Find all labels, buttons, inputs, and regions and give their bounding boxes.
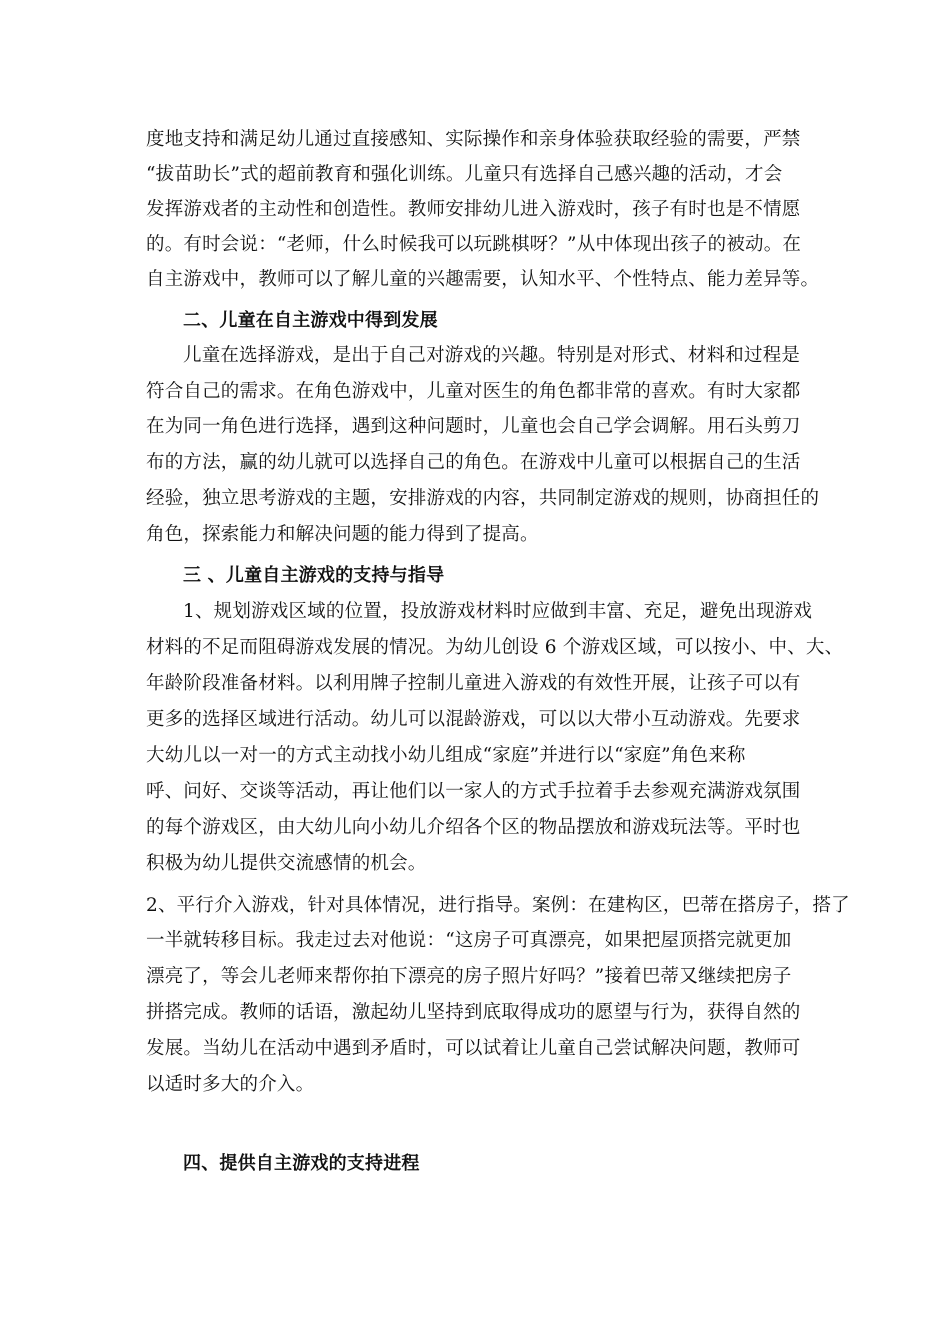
paragraph-line: 的每个游戏区，由大幼儿向小幼儿介绍各个区的物品摆放和游戏玩法等。平时也 (146, 817, 801, 838)
paragraph-line: 更多的选择区域进行活动。幼儿可以混龄游戏，可以以大带小互动游戏。先要求 (146, 709, 801, 730)
paragraph-line: 经验，独立思考游戏的主题，安排游戏的内容，共同制定游戏的规则，协商担任的 (146, 488, 820, 509)
paragraph-line: 呼、问好、交谈等活动，再让他们以一家人的方式手拉着手去参观充满游戏氛围 (146, 781, 801, 802)
paragraph-line: 材料的不足而阻碍游戏发展的情况。为幼儿创设 6 个游戏区域，可以按小、中、大、 (146, 637, 844, 658)
section-heading-2: 二、儿童在自主游戏中得到发展 (183, 310, 438, 331)
paragraph-line: 1、规划游戏区域的位置，投放游戏材料时应做到丰富、充足，避免出现游戏 (183, 601, 813, 622)
paragraph-line: 发展。当幼儿在活动中遇到矛盾时，可以试着让儿童自己尝试解决问题，教师可 (146, 1038, 801, 1059)
paragraph-line: 符合自己的需求。在角色游戏中，儿童对医生的角色都非常的喜欢。有时大家都 (146, 381, 801, 402)
section-heading-4: 四、提供自主游戏的支持进程 (183, 1153, 420, 1174)
paragraph-line: 度地支持和满足幼儿通过直接感知、实际操作和亲身体验获取经验的需要，严禁 (146, 129, 801, 150)
paragraph-line: “拔苗助长”式的超前教育和强化训练。儿童只有选择自己感兴趣的活动，才会 (146, 164, 783, 185)
paragraph-line: 以适时多大的介入。 (146, 1074, 315, 1095)
paragraph-line: 漂亮了，等会儿老师来帮你拍下漂亮的房子照片好吗？”接着巴蒂又继续把房子 (146, 966, 792, 987)
paragraph-line: 大幼儿以一对一的方式主动找小幼儿组成“家庭”并进行以“家庭”角色来称 (146, 745, 746, 766)
paragraph-line: 积极为幼儿提供交流感情的机会。 (146, 853, 427, 874)
paragraph-line: 自主游戏中，教师可以了解儿童的兴趣需要，认知水平、个性特点、能力差异等。 (146, 269, 820, 290)
paragraph-line: 布的方法，赢的幼儿就可以选择自己的角色。在游戏中儿童可以根据自己的生活 (146, 452, 801, 473)
paragraph-line: 的。有时会说：“老师，什么时候我可以玩跳棋呀？”从中体现出孩子的被动。在 (146, 234, 802, 255)
paragraph-line: 儿童在选择游戏，是出于自己对游戏的兴趣。特别是对形式、材料和过程是 (183, 345, 801, 366)
paragraph-line: 在为同一角色进行选择，遇到这种问题时，儿童也会自己学会调解。用石头剪刀 (146, 416, 801, 437)
paragraph-line: 拼搭完成。教师的话语，激起幼儿坚持到底取得成功的愿望与行为，获得自然的 (146, 1002, 801, 1023)
paragraph-line: 一半就转移目标。我走过去对他说：“这房子可真漂亮，如果把屋顶搭完就更加 (146, 930, 792, 951)
section-heading-3: 三 、儿童自主游戏的支持与指导 (183, 565, 445, 586)
paragraph-line: 年龄阶段准备材料。以利用牌子控制儿童进入游戏的有效性开展，让孩子可以有 (146, 673, 801, 694)
paragraph-line: 发挥游戏者的主动性和创造性。教师安排幼儿进入游戏时，孩子有时也是不情愿 (146, 199, 801, 220)
paragraph-line: 角色，探索能力和解决问题的能力得到了提高。 (146, 524, 539, 545)
paragraph-line: 2、平行介入游戏，针对具体情况，进行指导。案例：在建构区，巴蒂在搭房子，搭了 (146, 895, 850, 916)
